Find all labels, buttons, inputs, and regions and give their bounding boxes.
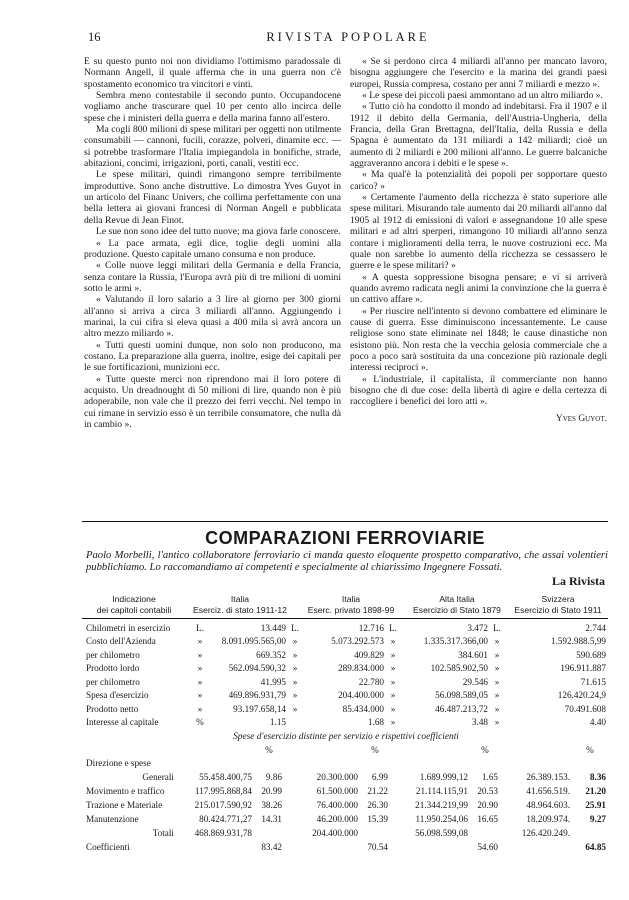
value-cell: 71.615 — [580, 676, 606, 687]
col-head-line: Alta Italia — [439, 594, 475, 604]
table-row — [84, 689, 608, 703]
col-head-line: Esercizio di Stato 1911 — [514, 605, 602, 615]
table-row — [84, 648, 608, 662]
value-cell: 3.48 — [471, 717, 488, 728]
unit-cell: » — [390, 649, 396, 660]
table-row — [84, 675, 608, 689]
unit-cell: L. — [389, 622, 397, 633]
value-cell: 468.869.931,78 — [194, 828, 252, 838]
value-cell: 18.209.974. — [526, 814, 570, 824]
row-label: Spesa d'esercizio — [86, 690, 149, 701]
coefficient-cell — [470, 826, 500, 840]
value-cell: 29.546 — [462, 676, 488, 687]
value-cell: 61.500.000 — [316, 786, 358, 796]
coefficient-cell: 9.27 — [589, 814, 606, 824]
expenses-table — [84, 744, 608, 854]
table-row — [84, 621, 608, 635]
row-label: Movimento e traffico — [86, 786, 165, 796]
unit-cell: » — [390, 676, 396, 687]
paragraph: « A questa soppressione bisogna pensare; e vi si arriverà quando avremo radicata negli animi la convinzione che la guerra è un cattivo affare ». — [350, 271, 607, 306]
pct-symbol: % — [371, 745, 379, 755]
unit-cell: » — [494, 663, 500, 674]
value-cell: 126.420.249. — [521, 828, 570, 838]
unit-cell: » — [197, 649, 203, 660]
value-cell — [284, 840, 360, 854]
paragraph: Le spese militari, quindi rimangono sempre terribilmente improduttive. Sono anche distruttive. Lo dimostra Yves Guyot in un articolo del Financ Univers, che collima perfettamente con una bella lettera ai giovani francesi di Norman Angell e pubblicata della Revue di Jean Finot. — [84, 169, 341, 226]
col-head-italia-stato — [184, 594, 296, 616]
pct-symbol: % — [265, 745, 273, 755]
coefficient-cell: 8.36 — [589, 772, 606, 782]
unit-cell: » — [390, 663, 396, 674]
value-cell: 46.200.000 — [316, 814, 358, 824]
table-row — [84, 635, 608, 649]
section-title: COMPARAZIONI FERROVIARIE — [205, 528, 485, 548]
value-cell: 102.585.902,50 — [430, 663, 488, 674]
row-label: Prodotto lordo — [86, 663, 140, 674]
table-row — [84, 812, 608, 826]
paragraph: « Tutte queste merci non riprendono mai il loro potere di acquisto. Un dreadnought di 50 milioni di lire, quando non è più adoperabile, non vale che il prezzo dei ferri vecchi. Nel tempo in cui rimane in servizio esso è un terribile consumatore, che nulla dà in cambio ». — [84, 373, 341, 430]
value-cell: 2.744 — [585, 622, 606, 633]
value-cell: 56.098.589,05 — [435, 690, 488, 701]
col-head-line: Indicazione — [112, 594, 156, 604]
unit-cell: » — [390, 717, 396, 728]
value-cell — [284, 756, 360, 770]
coefficient-cell: 70.54 — [367, 842, 388, 852]
value-cell: 469.896.931,79 — [228, 690, 286, 701]
unit-cell: L. — [196, 622, 204, 633]
section-divider-top — [82, 521, 608, 522]
table-row — [84, 770, 608, 784]
section-signature: La Rivista — [551, 574, 605, 588]
value-cell: 1.592.988.5,99 — [550, 636, 606, 647]
paragraph: « Le spese dei piccoli paesi ammontano ad un altro miliardo ». — [362, 90, 603, 102]
value-cell: 11.950.254,06 — [415, 814, 468, 824]
coefficient-cell: 26.30 — [367, 800, 388, 810]
journal-title: RIVISTA POPOLARE — [266, 30, 430, 44]
value-cell: 26.389.153. — [526, 772, 570, 782]
table-row — [84, 662, 608, 676]
coefficient-cell — [572, 826, 608, 840]
value-cell: 562.094.590,32 — [228, 663, 286, 674]
table-header-rule — [82, 618, 608, 619]
value-cell: 70.491.608 — [564, 703, 606, 714]
value-cell: 3.472 — [467, 622, 488, 633]
unit-cell: » — [197, 636, 203, 647]
unit-cell: » — [292, 703, 298, 714]
value-cell — [390, 840, 470, 854]
coefficient-cell: 64.85 — [585, 842, 606, 852]
value-cell: 13.449 — [260, 622, 286, 633]
value-cell: 80.424.771,27 — [199, 814, 252, 824]
row-label: Direzione e spese — [86, 758, 151, 768]
section-intro: Paolo Morbelli, l'antico collaboratore ferroviario ci manda questo eloquente prospetto comparativo, che assai volentieri pubblichiamo. Lo raccomandiamo ai competenti e specialmente al chiarissimo Ingegnere Fossati. — [86, 550, 608, 574]
paragraph: E su questo punto noi non dividiamo l'ottimismo paradossale di Normann Angell, il quale afferma che in una guerra non c'è spostamento economico tra vincitori e vinti. — [84, 56, 341, 90]
coefficient-cell: 14.31 — [261, 814, 282, 824]
paragraph: Ma cogli 800 milioni di spese militari per oggetti non utilmente consumabili — cannoni, fucili, corazze, polveri, dinamite ecc. — si potrebbe trasformare l'Italia impiegandola in bonifiche, strade, abitazioni, concimi, irrigazioni, porti, canali, vestiti ecc. — [84, 124, 341, 170]
value-cell: 20.300.000 — [316, 772, 358, 782]
comparison-table — [84, 621, 608, 729]
unit-cell: » — [494, 649, 500, 660]
row-label: Generali — [142, 772, 174, 782]
row-label: Trazione e Materiale — [86, 800, 163, 810]
coefficient-cell: 25.91 — [585, 800, 606, 810]
pct-header-row — [84, 744, 608, 756]
row-label: Manutenzione — [86, 814, 139, 824]
paragraph: « Per riuscire nell'intento si devono combattere ed eliminare le cause di guerra. Esse diminuiscono incessantemente. Le cause religiose sono state eliminate nel 1848; le cause dinastiche non esistono più. Non resta che la vecchia gelosia commerciale che a poco a poco sarà sostituita da una concezione più razionale degli interessi reciproci ». — [350, 305, 607, 374]
unit-cell: L. — [493, 622, 501, 633]
blank-cell — [500, 744, 572, 756]
col-head-line: dei capitoli contabili — [96, 605, 172, 615]
value-cell: 1.15 — [269, 717, 286, 728]
value-cell — [176, 840, 254, 854]
paragraph: « Colle nuove leggi militari della Germania e della Francia, senza contare la Russia, l'Europa avrà più di tre milioni di uomini sotto le armi ». — [84, 260, 341, 294]
row-label: Chilometri in esercizio — [86, 622, 171, 633]
signature: Yves Guyot. — [555, 413, 607, 424]
table-subheading: Spese d'esercizio distinte per servizio e rispettivi coefficienti — [233, 732, 459, 742]
unit-cell: » — [390, 690, 396, 701]
row-label: Totali — [152, 828, 174, 838]
coefficient-cell: 21.22 — [367, 786, 388, 796]
left-column — [84, 56, 341, 430]
unit-cell: » — [292, 649, 298, 660]
unit-cell: » — [494, 690, 500, 701]
coefficient-cell — [254, 756, 284, 770]
col-head-svizzera — [508, 594, 608, 616]
value-cell: 48.964.603. — [526, 800, 570, 810]
right-column — [350, 56, 607, 425]
unit-cell: » — [292, 663, 298, 674]
value-cell: 21.114.115,91 — [415, 786, 468, 796]
row-label: Prodotto netto — [86, 703, 139, 714]
blank-cell — [284, 744, 360, 756]
value-cell — [500, 840, 572, 854]
table-row — [84, 826, 608, 840]
unit-cell: » — [494, 636, 500, 647]
coefficient-cell: 20.99 — [261, 786, 282, 796]
paragraph: Sembra meno contestabile il secondo punto. Occupandocene vogliamo anche trascurare quel 10 per cento allo incirca delle spese che i ministeri della guerra e della marina fanno all'estero. — [84, 90, 341, 124]
paragraph: « Ma qual'è la potenzialità dei popoli per sopportare questo carico? » — [350, 169, 607, 192]
value-cell: 56.098.599,08 — [415, 828, 468, 838]
col-head-line: Italia — [341, 594, 361, 604]
table-row — [84, 840, 608, 854]
coefficient-cell: 6.99 — [371, 772, 388, 782]
value-cell: 590.689 — [576, 649, 606, 660]
coefficient-cell: 9.86 — [265, 772, 282, 782]
paragraph: « Se si perdono circa 4 miliardi all'anno per mancato lavoro, bisogna aggiungere che l'esercito e la marina dei grandi paesi europei, Russia compresa, costano per anni 7 miliardi e mezzo ». — [350, 56, 607, 90]
value-cell: 289.834.000 — [338, 663, 384, 674]
coefficient-cell: 15.39 — [367, 814, 388, 824]
unit-cell: L. — [291, 622, 299, 633]
unit-cell: » — [197, 663, 203, 674]
unit-cell: » — [494, 676, 500, 687]
col-head-line: Italia — [230, 594, 250, 604]
value-cell: 409.829 — [354, 649, 384, 660]
value-cell: 93.197.658,14 — [233, 703, 286, 714]
unit-cell: » — [197, 676, 203, 687]
value-cell: 4.40 — [589, 717, 606, 728]
table-row — [84, 798, 608, 812]
row-label: per chilometro — [86, 649, 140, 660]
page-number: 16 — [88, 30, 101, 44]
value-cell: 41.656.519. — [526, 786, 570, 796]
coefficient-cell: 54.60 — [477, 842, 498, 852]
col-head-line: Eserc. privato 1898-99 — [307, 605, 395, 615]
unit-cell: % — [196, 717, 204, 728]
table-row — [84, 716, 608, 730]
coefficient-cell — [572, 756, 608, 770]
value-cell: 55.458.400,75 — [199, 772, 252, 782]
coefficient-cell: 83.42 — [261, 842, 282, 852]
coefficient-cell — [360, 756, 390, 770]
value-cell — [500, 756, 572, 770]
value-cell: 85.434.000 — [342, 703, 384, 714]
paragraph: « Tutti questi uomini dunque, non solo non producono, ma costano. La preparazione alla guerra, inoltre, esige dei capitali per le sue fortificazioni, munizioni ecc. — [84, 339, 341, 374]
value-cell: 204.400.000 — [312, 828, 358, 838]
value-cell: 196.911.887 — [560, 663, 606, 674]
row-label: Interesse al capitale — [86, 717, 159, 728]
unit-cell: » — [494, 703, 500, 714]
value-cell: 204.400.000 — [338, 690, 384, 701]
value-cell: 1.68 — [367, 717, 384, 728]
unit-cell: » — [292, 690, 298, 701]
unit-cell — [288, 716, 302, 730]
paragraph: « Certamente l'aumento della ricchezza è stato superiore alle spese militari. Misurando tale aumento dai 20 miliardi all'anno dal 1905 al 1912 di emissioni di valori e assegnandone 10 alle spese militari e ad altri sperperi, rimangono 10 miliardi all'anno senza contare i miglioramenti della terra, le nuove costruzioni ecc. Ma quale non sarebbe lo aumento della ricchezza se cessassero le guerre e le spese militari? » — [350, 192, 607, 272]
table-row — [84, 784, 608, 798]
value-cell: 669.352 — [256, 649, 286, 660]
value-cell: 76.400.000 — [316, 800, 358, 810]
paragraph: Le sue non sono idee del tutto nuove; ma giova farle conoscere. — [96, 226, 341, 238]
col-head-italia-privato — [296, 594, 406, 616]
value-cell: 12.716 — [358, 622, 384, 633]
coefficient-cell — [254, 826, 284, 840]
value-cell: 21.344.219,99 — [415, 800, 468, 810]
pct-symbol: % — [586, 745, 594, 755]
value-cell — [176, 756, 254, 770]
blank-cell — [390, 744, 470, 756]
unit-cell: » — [292, 676, 298, 687]
coefficient-cell: 38.26 — [261, 800, 282, 810]
row-label: per chilometro — [86, 676, 140, 687]
coefficient-cell — [360, 826, 390, 840]
col-head-line: Svizzera — [541, 594, 575, 604]
value-cell: 5.073.292.573 — [331, 636, 384, 647]
value-cell: 1.689.999,12 — [419, 772, 468, 782]
coefficient-cell: 20.90 — [477, 800, 498, 810]
row-label: Costo dell'Azienda — [86, 636, 156, 647]
unit-cell: » — [292, 636, 298, 647]
value-cell: 8.091.095.565,00 — [221, 636, 286, 647]
unit-cell: » — [197, 690, 203, 701]
table-row — [84, 702, 608, 716]
table-row — [84, 756, 608, 770]
value-cell: 22.780 — [358, 676, 384, 687]
value-cell: 1.335.317.366,00 — [423, 636, 488, 647]
value-cell: 41.995 — [260, 676, 286, 687]
value-cell — [390, 756, 470, 770]
coefficient-cell: 16.65 — [477, 814, 498, 824]
blank-cell — [176, 744, 254, 756]
col-head-line: Esercizio di Stato 1879 — [413, 605, 501, 615]
row-label: Coefficienti — [86, 842, 130, 852]
page-header — [88, 30, 608, 50]
blank-cell — [84, 744, 176, 756]
value-cell: 46.487.213,72 — [435, 703, 488, 714]
unit-cell: » — [197, 703, 203, 714]
col-head-indicazione — [84, 594, 184, 616]
coefficient-cell: 1.65 — [481, 772, 498, 782]
value-cell: 384.601 — [458, 649, 488, 660]
paragraph: « Tutto ciò ha condotto il mondo ad indebitarsi. Fra il 1907 e il 1912 il debito della Germania, dell'Austria-Ungheria, della Francia, della Gran Brettagna, dell'Italia, della Russia e della Spagna è aumentato da 131 miliardi a 142 miliardi; cioè un aumento di 2 miliardi e 200 milioni all'anno. Le guerre balcaniche aggraveranno ancora i debiti e le spese ». — [350, 101, 607, 170]
paragraph: « Valutando il loro salario a 3 lire al giorno per 300 giorni all'anno si arriva a circa 3 miliardi all'anno. Aggiungendo i marinai, la cui cifra si eleva quasi a 400 mila si avrà ancora un altro mezzo miliardo ». — [84, 294, 341, 340]
value-cell: 117.995.868,84 — [194, 786, 252, 796]
coefficient-cell — [470, 756, 500, 770]
value-cell: 215.017.590,92 — [194, 800, 252, 810]
coefficient-cell: 21.20 — [585, 786, 606, 796]
col-head-line: Eserciz. di stato 1911-12 — [193, 605, 287, 615]
coefficient-cell: 20.53 — [477, 786, 498, 796]
col-head-alta-italia — [406, 594, 508, 616]
unit-cell: » — [390, 703, 396, 714]
pct-symbol: % — [481, 745, 489, 755]
paragraph: « La pace armata, egli dice, toglie degli uomini alla produzione. Questo capitale umano consuma e non produce. — [84, 237, 341, 260]
value-cell: 126.420.24,9 — [557, 690, 606, 701]
unit-cell: » — [494, 717, 500, 728]
paragraph: « L'industriale, il capitalista, il commerciante non hanno bisogno che di due cose: della libertà di agire e della certezza di raccogliere i benefici dei loro atti ». — [350, 373, 607, 408]
unit-cell: » — [390, 636, 396, 647]
